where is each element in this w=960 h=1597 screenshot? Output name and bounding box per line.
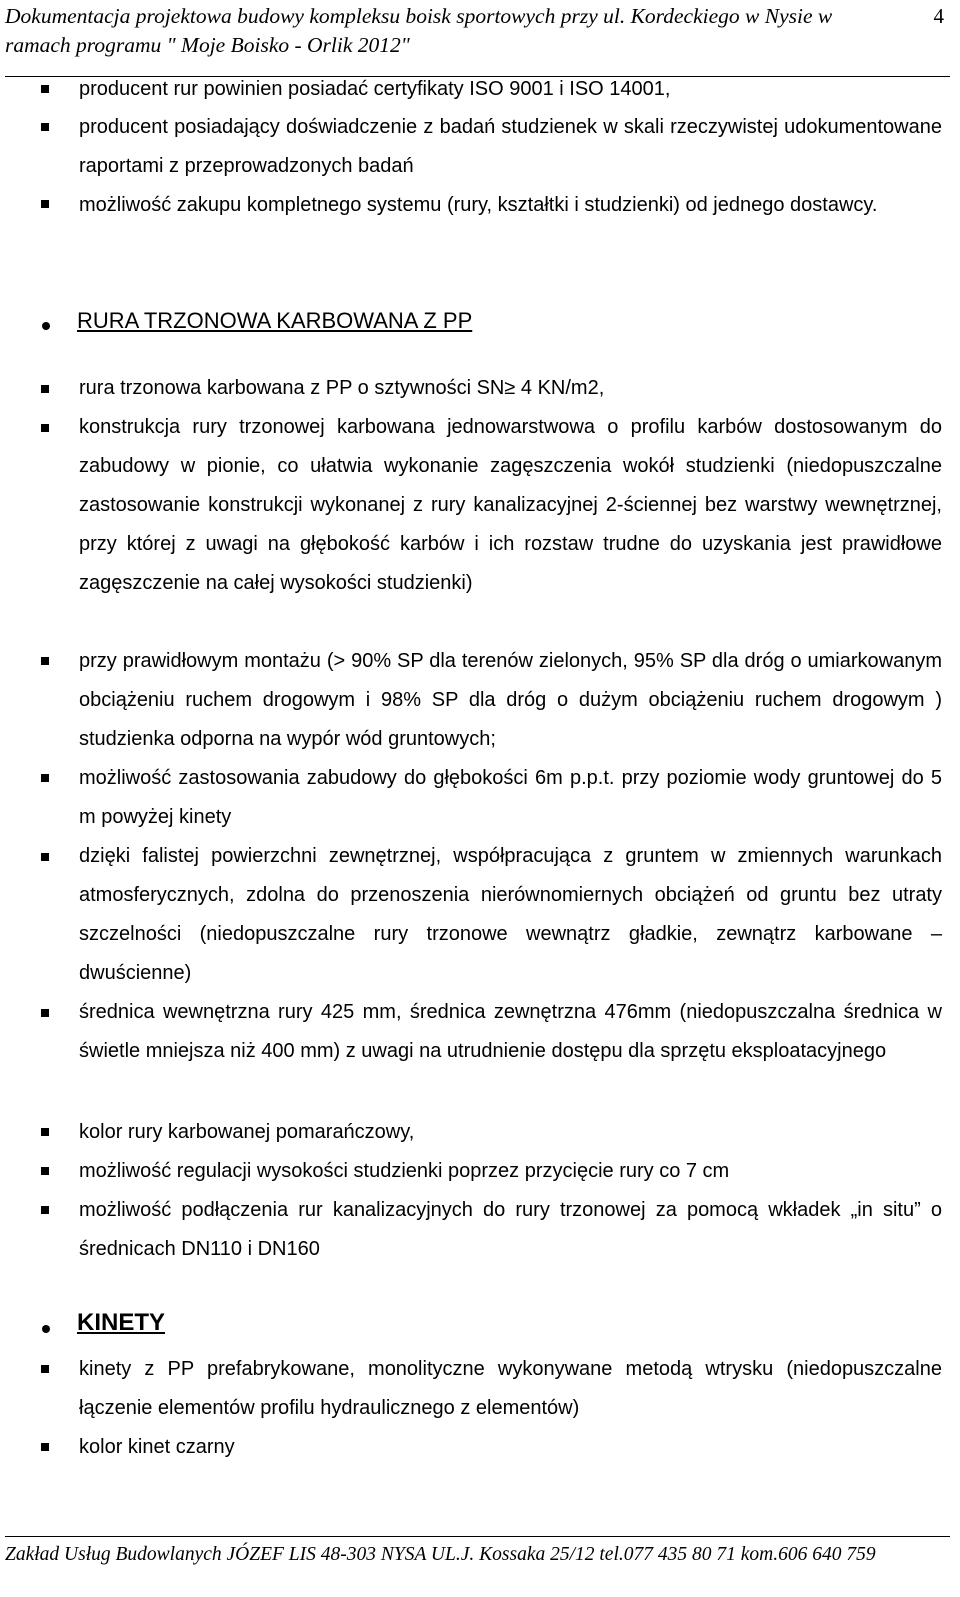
square-bullet-icon xyxy=(41,853,49,861)
square-bullet-icon xyxy=(41,1167,49,1175)
section-heading: RURA TRZONOWA KARBOWANA Z PP xyxy=(77,308,473,333)
square-bullet-icon xyxy=(41,123,49,131)
list-item: kinety z PP prefabrykowane, monolityczne wykonywane metodą wtrysku (niedopuszczalne łączenie elementów profilu hydraulicznego z elementów) xyxy=(79,1358,942,1419)
list-item: przy prawidłowym montażu (> 90% SP dla terenów zielonych, 95% SP dla dróg o umiarkowanym obciążeniu ruchem drogowym i 98% SP dla dróg o dużym obciążeniu ruchem drogowym ) studzienka odporna na wypór wód gruntowych; xyxy=(79,650,942,750)
square-bullet-icon xyxy=(41,1128,49,1136)
list-item: kolor rury karbowanej pomarańczowy, xyxy=(79,1121,415,1143)
round-bullet-icon xyxy=(42,1325,50,1333)
list-item: rura trzonowa karbowana z PP o sztywności SN≥ 4 KN/m2, xyxy=(79,377,605,399)
square-bullet-icon xyxy=(41,1443,49,1451)
square-bullet-icon xyxy=(41,424,49,432)
document-title: Dokumentacja projektowa budowy kompleksu boisk sportowych przy ul. Kordeckiego w Nysie w ramach programu " Moje Boisko - Orlik 2012" xyxy=(5,4,833,57)
square-bullet-icon xyxy=(41,85,49,93)
list-item: średnica wewnętrzna rury 425 mm, średnica zewnętrzna 476mm (niedopuszczalna średnica w świetle mniejsza niż 400 mm) z uwagi na utrudnienie dostępu dla sprzętu eksploatacyjnego xyxy=(79,1001,942,1062)
list-item: możliwość regulacji wysokości studzienki poprzez przycięcie rury co 7 cm xyxy=(79,1160,730,1182)
page-header xyxy=(5,0,950,77)
list-item: możliwość podłączenia rur kanalizacyjnych do rury trzonowej za pomocą wkładek „in situ” o średnicach DN110 i DN160 xyxy=(79,1199,942,1260)
square-bullet-icon xyxy=(41,1365,49,1373)
square-bullet-icon xyxy=(41,1206,49,1214)
square-bullet-icon xyxy=(41,200,49,208)
round-bullet-icon xyxy=(42,322,50,330)
page-number: 4 xyxy=(933,4,944,28)
list-item: producent rur powinien posiadać certyfikaty ISO 9001 i ISO 14001, xyxy=(79,78,671,100)
list-item: dzięki falistej powierzchni zewnętrznej, współpracująca z gruntem w zmiennych warunkach atmosferycznych, zdolna do przenoszenia nierównomiernych obciążeń od gruntu bez utraty szczelności (niedopuszczalne rury trzonowe wewnątrz gładkie, zewnątrz karbowane – dwuścienne) xyxy=(79,845,942,984)
square-bullet-icon xyxy=(41,657,49,665)
page-footer xyxy=(5,1536,950,1597)
list-item: możliwość zakupu kompletnego systemu (rury, kształtki i studzienki) od jednego dostawcy. xyxy=(79,194,878,216)
square-bullet-icon xyxy=(41,385,49,393)
square-bullet-icon xyxy=(41,1009,49,1017)
list-item: producent posiadający doświadczenie z badań studzienek w skali rzeczywistej udokumentowane raportami z przeprowadzonych badań xyxy=(79,116,942,177)
list-item: możliwość zastosowania zabudowy do głębokości 6m p.p.t. przy poziomie wody gruntowej do 5 m powyżej kinety xyxy=(79,767,942,828)
section-heading: KINETY xyxy=(77,1309,166,1336)
list-item: konstrukcja rury trzonowej karbowana jednowarstwowa o profilu karbów dostosowanym do zabudowy w pionie, co ułatwia wykonanie zagęszczenia wokół studzienki (niedopuszczalne zastosowanie konstrukcji wykonanej z rury kanalizacyjnej 2-ściennej bez warstwy wewnętrznej, przy której z uwagi na głębokość karbów i ich rozstaw trudne do uzyskania jest prawidłowe zagęszczenie na całej wysokości studzienki) xyxy=(79,416,942,594)
square-bullet-icon xyxy=(41,774,49,782)
list-item: kolor kinet czarny xyxy=(79,1436,235,1458)
footer-text: Zakład Usług Budowlanych JÓZEF LIS 48-303 NYSA UL.J. Kossaka 25/12 tel.077 435 80 71 kom.606 640 759 xyxy=(5,1544,876,1565)
